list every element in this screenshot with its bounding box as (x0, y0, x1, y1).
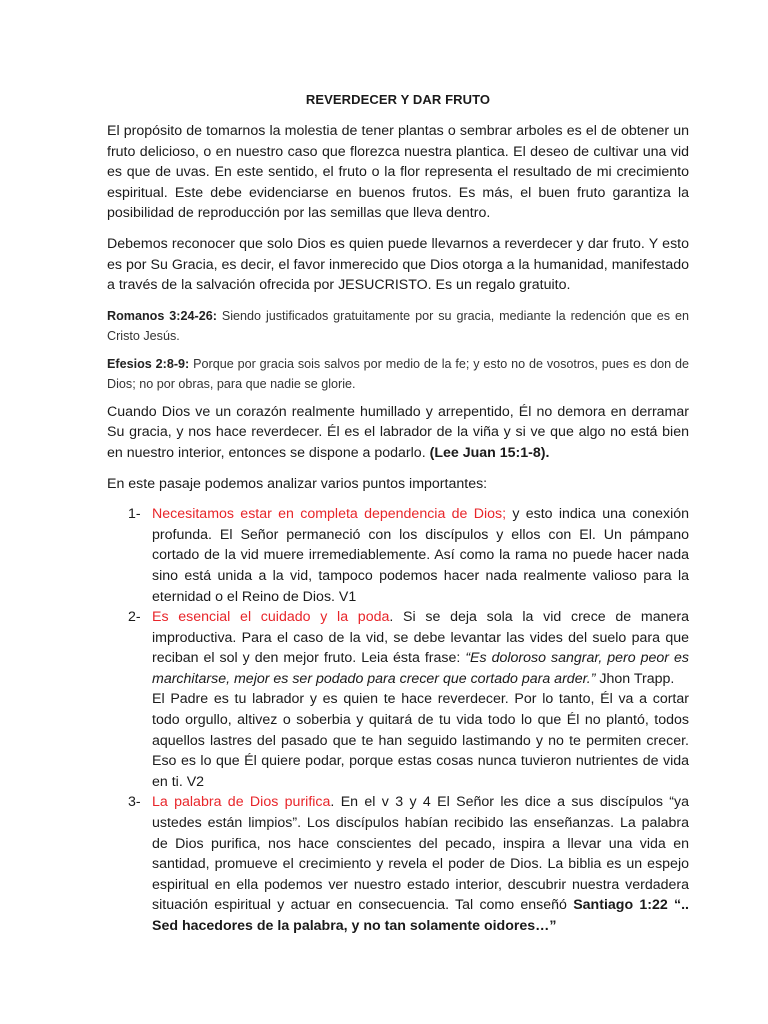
point-highlight: La palabra de Dios purifica (152, 794, 331, 811)
verse-romanos (107, 306, 689, 346)
list-number: 2- (128, 609, 141, 626)
point-highlight: Es esencial el cuidado y la poda (152, 609, 390, 626)
point-highlight: Necesitamos estar en completa dependencia de Dios; (152, 506, 507, 523)
scripture-reference: Santiago 1:22 “.. Sed hacedores de la palabra, y no tan solamente oidores…” (152, 897, 689, 934)
verse-text: Porque por gracia sois salvos por medio de la fe; y esto no de vosotros, pues es don de Dios; no por obras, para que nadie se glorie. (107, 356, 690, 391)
points-list (107, 504, 689, 936)
list-item (107, 607, 689, 792)
point-text: . En el v 3 y 4 El Señor les dice a sus discípulos “ya ustedes están limpios”. Los discípulos habían recibido las enseñanzas. La palabra de Dios purifica, nos hace conscientes del pecado, inspira a llevar una vida en santidad, promueve el crecimiento y revela el poder de Dios. La biblia es un espejo espiritual en ella podemos ver nuestro estado interior, descubrir nuestra verdadera situación espiritual y actuar en consecuencia. Tal como enseñó (152, 794, 689, 914)
list-item (107, 504, 689, 607)
scripture-reference: (Lee Juan 15:1-8). (429, 444, 550, 461)
list-number: 1- (128, 506, 141, 523)
verse-reference: Romanos 3:24-26: (107, 308, 217, 323)
document-title: REVERDECER Y DAR FRUTO (305, 92, 491, 107)
verse-efesios (107, 354, 689, 394)
verse-text: Siendo justificados gratuitamente por su gracia, mediante la redención que es en Cristo Jesús. (107, 308, 689, 343)
document-page (107, 92, 689, 937)
point-continuation: El Padre es tu labrador y es quien te hace reverdecer. Por lo tanto, Él va a cortar todo orgullo, altivez o soberbia y quitará de tu vida todo lo que Él no plantó, todos aquellos lastres del pasado que te han seguido lastimando y no te permiten crecer. Eso es lo que Él quiere podar, porque estas cosas nunca tuvieron nutrientes de vida en ti. V2 (152, 691, 689, 790)
quote-author: Jhon Trapp. (595, 670, 675, 687)
verse-reference: Efesios 2:8-9: (107, 356, 190, 371)
list-number: 3- (128, 794, 141, 811)
intro-paragraph: El propósito de tomarnos la molestia de tener plantas o sembrar arboles es el de obtener un fruto delicioso, o en nuestro caso que florezca nuestra plantica. El deseo de cultivar una vid es que de uvas. En este sentido, el fruto o la flor representa el resultado de mi crecimiento espiritual. Este debe evidenciarse en buenos frutos. Es más, el buen fruto garantiza la posibilidad de reproducción por las semillas que lleva dentro. (107, 123, 689, 222)
points-intro: En este pasaje podemos analizar varios puntos importantes: (107, 475, 488, 492)
quote-text: “Es doloroso sangrar, pero peor es marchitarse, mejor es ser podado para crecer que cortado para arder.” (152, 650, 690, 687)
grace-paragraph: Debemos reconocer que solo Dios es quien puede llevarnos a reverdecer y dar fruto. Y esto es por Su Gracia, es decir, el favor inmerecido que Dios otorga a la humanidad, manifestado a través de la salvación ofrecida por JESUCRISTO. Es un regalo gratuito. (107, 235, 689, 294)
repentance-paragraph (107, 402, 689, 464)
point-text: . Si se deja sola la vid crece de manera improductiva. Para el caso de la vid, se debe levantar las vides del suelo para que reciban el sol y den mejor fruto. Leia ésta frase: (152, 609, 690, 667)
list-item (107, 792, 689, 936)
paragraph-text: Cuando Dios ve un corazón realmente humillado y arrepentido, Él no demora en derramar Su gracia, y nos hace reverdecer. Él es el labrador de la viña y si ve que algo no está bien en nuestro interior, entonces se dispone a podarlo. (107, 403, 689, 461)
point-text: y esto indica una conexión profunda. El Señor permaneció con los discípulos y ellos con El. Un pámpano cortado de la vid muere irremediablemente. Así como la rama no puede hacer nada sino está unida a la vid, tampoco podemos hacer nada realmente valioso para la eternidad o el Reino de Dios. V1 (152, 506, 690, 605)
